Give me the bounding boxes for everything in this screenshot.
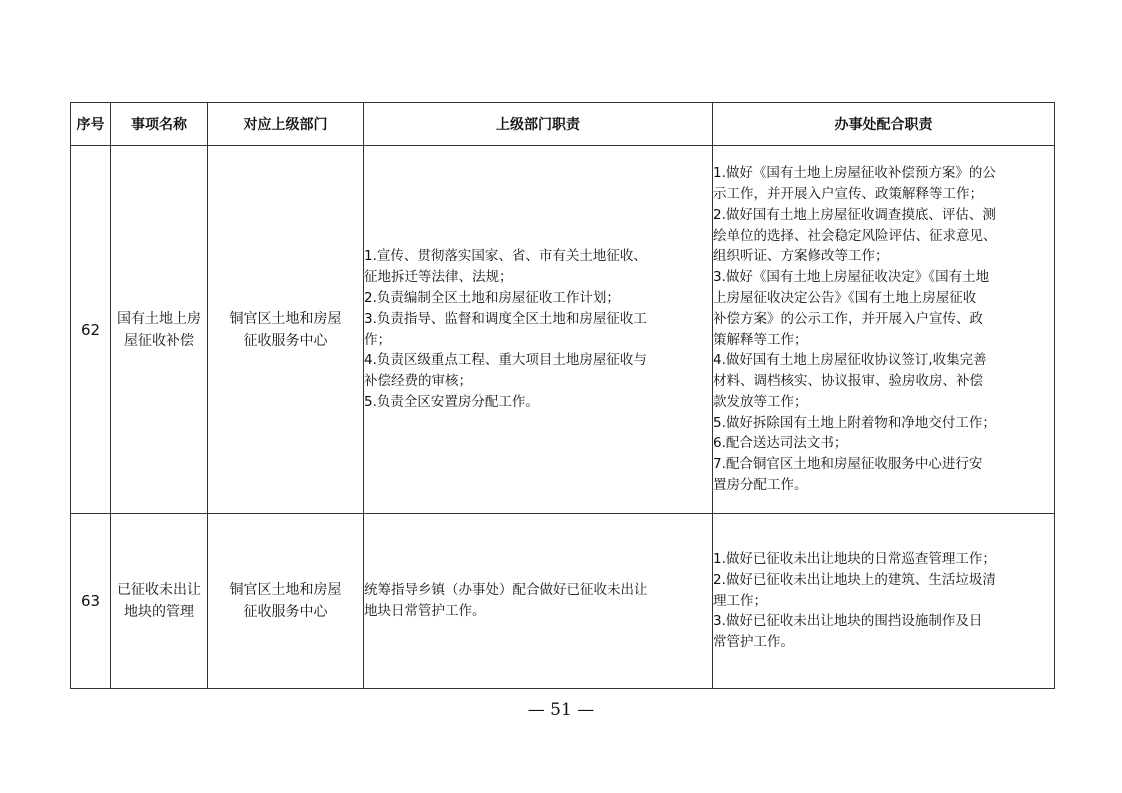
coop-line: 款发放等工作； [713, 393, 808, 410]
coop-line: 绘单位的选择、社会稳定风险评估、征求意见、 [713, 227, 997, 244]
coop-line: 1.做好《国有土地上房屋征收补偿预方案》的公 [713, 165, 996, 182]
coop-line: 置房分配工作。 [713, 477, 808, 494]
duty-line: 4.负责区级重点工程、重大项目土地房屋征收与 [364, 352, 647, 369]
item-name-line: 国有土地上房 [117, 310, 201, 327]
dept-line: 征收服务中心 [243, 332, 328, 349]
item-name-line: 已征收未出让 [117, 582, 201, 598]
coop-line: 组织听证、方案修改等工作； [713, 248, 889, 265]
item-name-line: 地块的管理 [124, 604, 194, 620]
coop-line: 常管护工作。 [713, 634, 794, 651]
table-header-row [71, 103, 1055, 146]
table-row [71, 514, 1055, 689]
coop-line: 2.做好国有土地上房屋征收调查摸底、评估、测 [713, 206, 996, 223]
superior-dept-cell [208, 146, 364, 514]
table-row [71, 146, 1055, 514]
duty-line: 地块日常管护工作。 [364, 603, 486, 619]
item-name-line: 屋征收补偿 [124, 332, 194, 349]
office-duties-cell [713, 514, 1055, 689]
coop-line: 策解释等工作； [713, 331, 808, 348]
dept-line: 铜官区土地和房屋 [229, 582, 342, 598]
superior-dept-cell [208, 514, 364, 689]
coop-line: 7.配合铜官区土地和房屋征收服务中心进行安 [713, 456, 983, 473]
coop-line: 理工作； [713, 592, 767, 609]
office-duties-cell [713, 146, 1055, 514]
superior-duties-cell [364, 146, 713, 514]
duties-table [70, 102, 1055, 689]
row-number: 62 [71, 146, 111, 514]
coop-line: 上房屋征收决定公告》《国有土地上房屋征收 [713, 289, 977, 306]
duty-line: 征地拆迁等法律、法规； [364, 269, 513, 286]
duty-line: 2.负责编制全区土地和房屋征收工作计划； [364, 289, 620, 306]
coop-line: 材料、调档核实、协议报审、验房收房、补偿 [713, 373, 983, 390]
coop-line: 1.做好已征收未出让地块的日常巡查管理工作； [713, 551, 996, 567]
duty-line: 作； [364, 331, 391, 348]
coop-line: 示工作，并开展入户宣传、政策解释等工作； [713, 185, 983, 202]
duty-line: 统筹指导乡镇（办事处）配合做好已征收未出让 [364, 582, 648, 599]
row-number: 63 [71, 514, 111, 689]
duty-line: 补偿经费的审核； [364, 373, 472, 390]
superior-duties-cell [364, 514, 713, 689]
page-number: — 51 — [527, 700, 595, 720]
dept-line: 铜官区土地和房屋 [229, 310, 342, 327]
header-superior-duties: 上级部门职责 [364, 103, 713, 146]
coop-line: 6.配合送达司法文书； [713, 435, 848, 452]
item-name-cell [111, 514, 208, 689]
coop-line: 4.做好国有土地上房屋征收协议签订,收集完善 [713, 352, 987, 369]
header-office-duties: 办事处配合职责 [713, 103, 1055, 146]
duty-line: 3.负责指导、监督和调度全区土地和房屋征收工 [364, 310, 647, 327]
coop-line: 3.做好《国有土地上房屋征收决定》《国有土地 [713, 269, 990, 286]
item-name-cell [111, 146, 208, 514]
duty-line: 5.负责全区安置房分配工作。 [364, 393, 539, 410]
coop-line: 补偿方案》的公示工作，并开展入户宣传、政 [713, 310, 983, 327]
header-superior-dept: 对应上级部门 [208, 103, 364, 146]
coop-line: 3.做好已征收未出让地块的围挡设施制作及日 [713, 613, 983, 630]
duty-line: 1.宣传、贯彻落实国家、省、市有关土地征收、 [364, 248, 647, 265]
dept-line: 征收服务中心 [243, 604, 328, 620]
coop-line: 2.做好已征收未出让地块上的建筑、生活垃圾清 [713, 571, 996, 588]
coop-line: 5.做好拆除国有土地上附着物和净地交付工作； [713, 414, 996, 431]
header-serial: 序号 [71, 103, 111, 146]
header-item-name: 事项名称 [111, 103, 208, 146]
